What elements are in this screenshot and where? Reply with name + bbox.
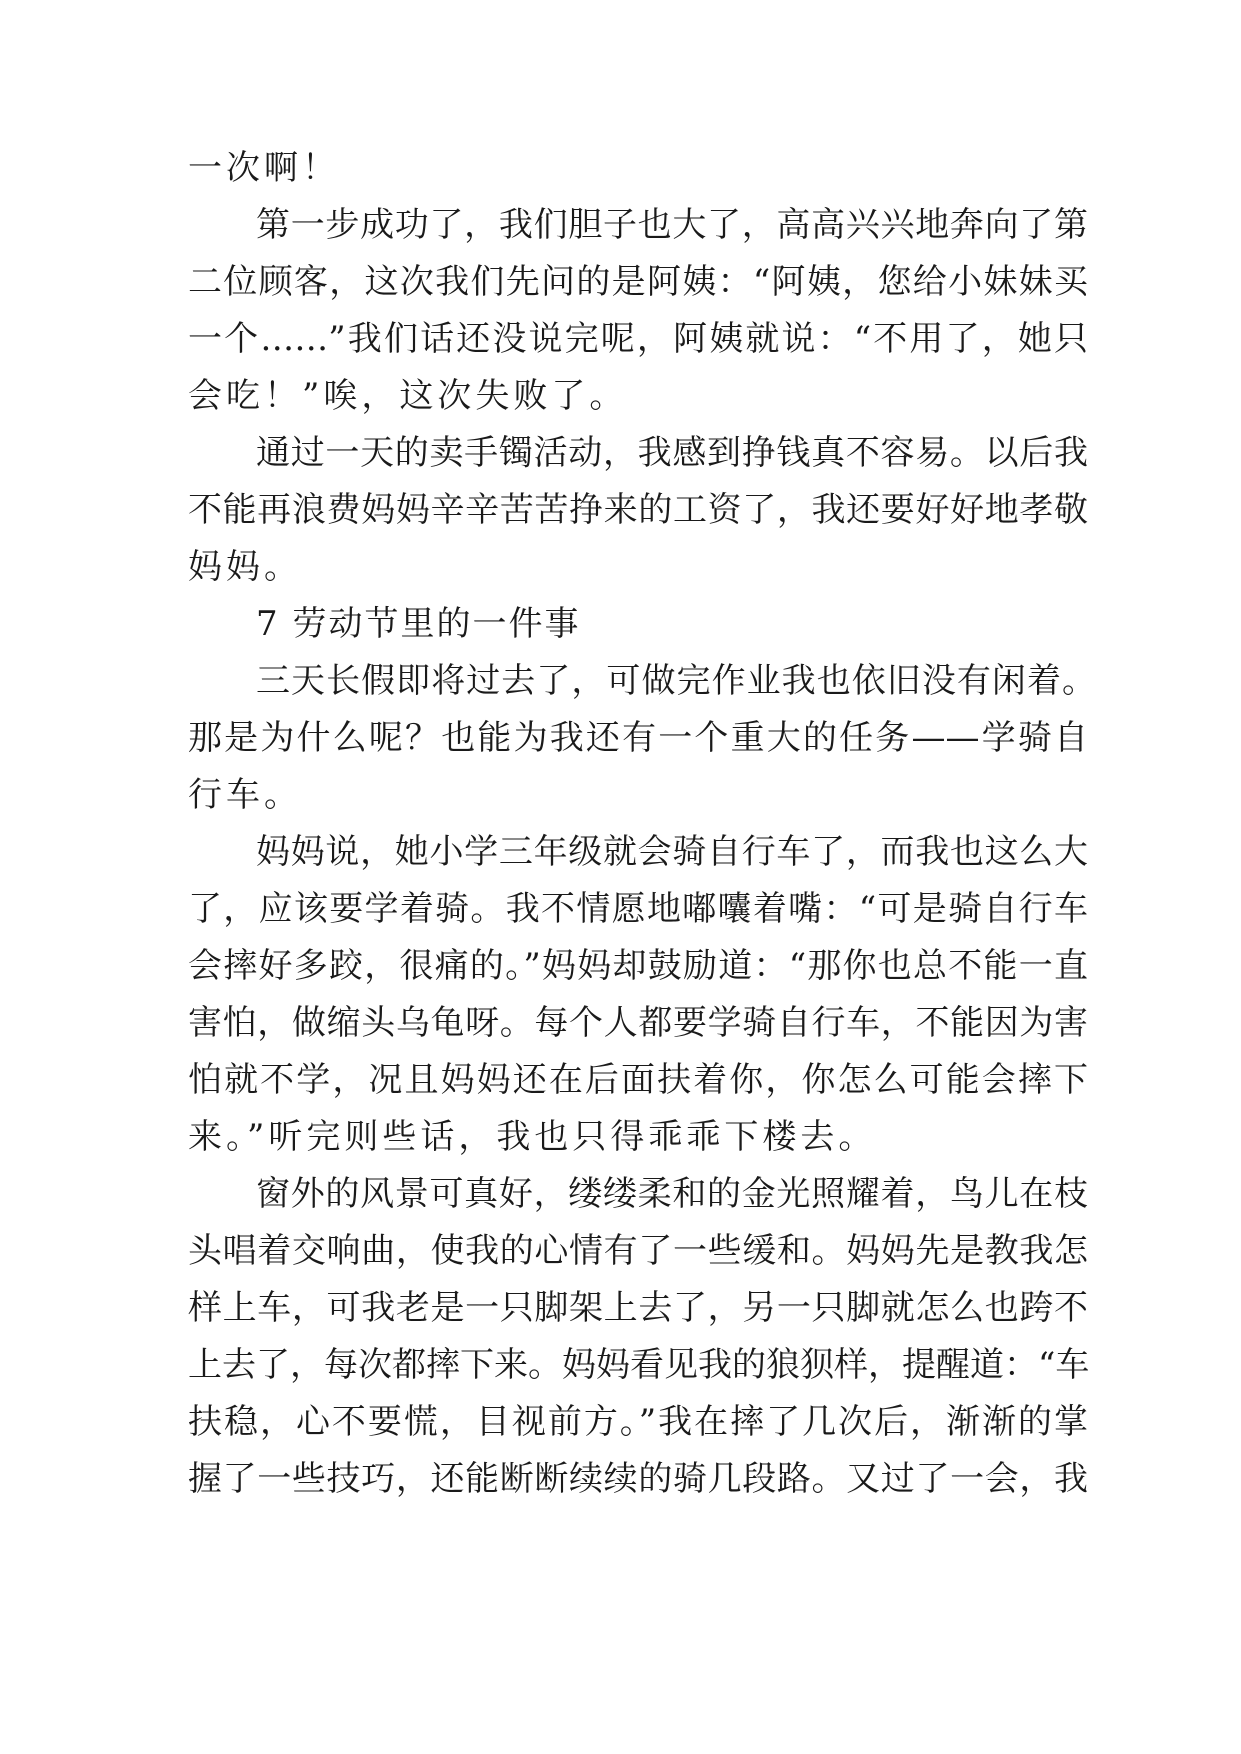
text-line: 扶稳，心不要慌，目视前方。”我在摔了几次后，渐渐的掌 xyxy=(188,1402,1088,1442)
text-line: 害怕，做缩头乌龟呀。每个人都要学骑自行车，不能因为害 xyxy=(188,1003,1088,1043)
text-line: 那是为什么呢？也能为我还有一个重大的任务——学骑自 xyxy=(188,718,1088,758)
text-line: 样上车，可我老是一只脚架上去了，另一只脚就怎么也跨不 xyxy=(188,1288,1088,1328)
text-line: 了，应该要学着骑。我不情愿地嘟囔着嘴：“可是骑自行车 xyxy=(188,889,1088,929)
text-line: 会吃！”唉，这次失败了。 xyxy=(188,376,628,416)
text-line: 三天长假即将过去了，可做完作业我也依旧没有闲着。 xyxy=(256,661,1096,701)
text-line: 妈妈。 xyxy=(188,547,302,587)
text-line: 来。”听完则些话，我也只得乖乖下楼去。 xyxy=(188,1117,877,1157)
text-line: 握了一些技巧，还能断断续续的骑几段路。又过了一会，我 xyxy=(188,1459,1088,1499)
text-line: 妈妈说，她小学三年级就会骑自行车了，而我也这么大 xyxy=(256,832,1088,872)
text-line: 二位顾客，这次我们先问的是阿姨：“阿姨，您给小妹妹买 xyxy=(188,262,1088,302)
text-line: 会摔好多跤，很痛的。”妈妈却鼓励道：“那你也总不能一直 xyxy=(188,946,1088,986)
text-line: 上去了，每次都摔下来。妈妈看见我的狼狈样，提醒道：“车 xyxy=(188,1345,1090,1385)
text-line: 一次啊！ xyxy=(188,148,340,188)
text-line: 怕就不学，况且妈妈还在后面扶着你，你怎么可能会摔下 xyxy=(188,1060,1088,1100)
text-line: 头唱着交响曲，使我的心情有了一些缓和。妈妈先是教我怎 xyxy=(188,1231,1088,1271)
text-line: 第一步成功了，我们胆子也大了，高高兴兴地奔向了第 xyxy=(256,205,1088,245)
text-line: 一个……”我们话还没说完呢，阿姨就说：“不用了，她只 xyxy=(188,319,1088,359)
text-line: 不能再浪费妈妈辛辛苦苦挣来的工资了，我还要好好地孝敬 xyxy=(188,490,1088,530)
text-line: 窗外的风景可真好，缕缕柔和的金光照耀着，鸟儿在枝 xyxy=(256,1174,1088,1214)
text-line: 行车。 xyxy=(188,775,302,815)
text-line: 通过一天的卖手镯活动，我感到挣钱真不容易。以后我 xyxy=(256,433,1088,473)
section-title: 7 劳动节里的一件事 xyxy=(256,604,581,644)
